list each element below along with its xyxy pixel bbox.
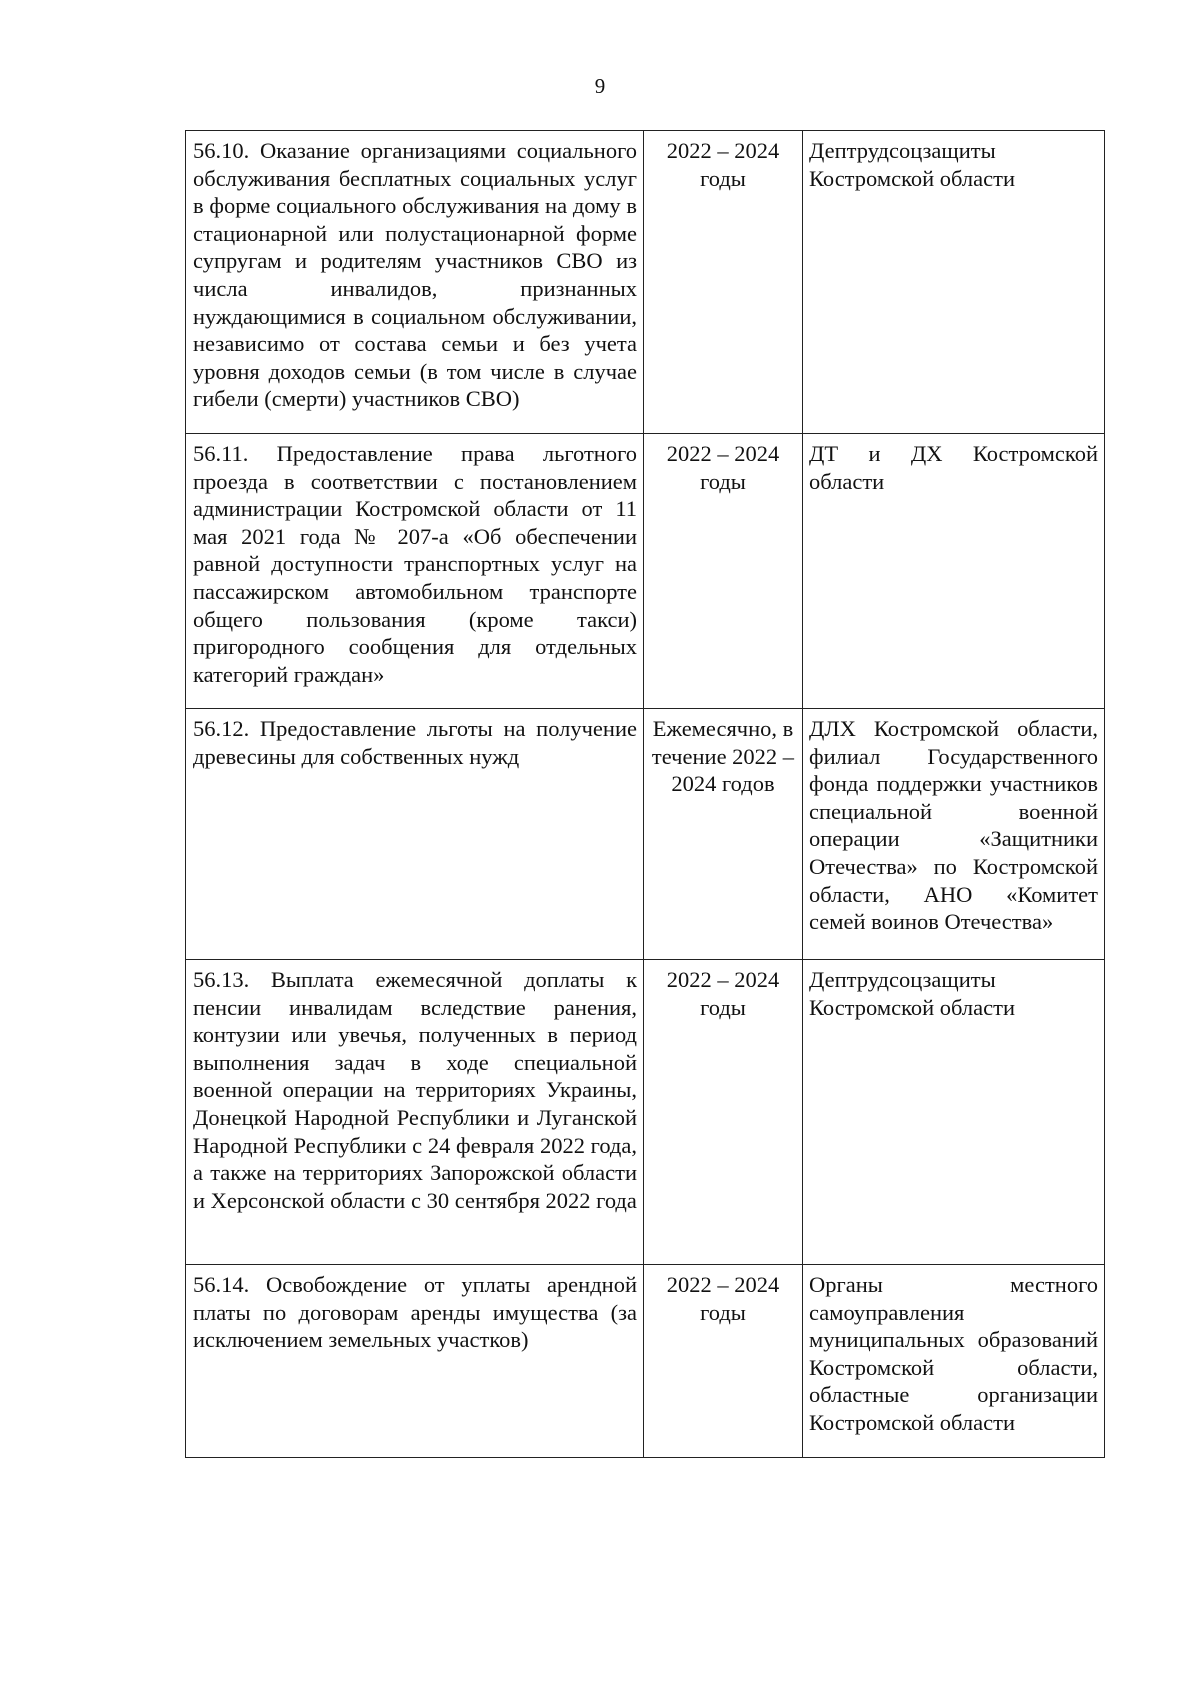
- table-row: [186, 1265, 1105, 1458]
- measure-cell: 56.10. Оказание организациями социального обслуживания бесплатных социальных услуг в форме социального обслуживания на дому в стационарной или полустационарной форме супругам и родителям участников СВО из числа инвалидов, признанных нуждающимися в социальном обслуживании, независимо от состава семьи и без учета уровня доходов семьи (в том числе в случае гибели (смерти) участников СВО): [186, 131, 644, 434]
- executor-cell: Дептрудсоцзащиты Костромской области: [803, 131, 1105, 434]
- table-row: [186, 434, 1105, 709]
- executor-cell: Органы местного самоуправления муниципальных образований Костромской области, областные организации Костромской области: [803, 1265, 1105, 1458]
- executor-cell: ДЛХ Костромской области, филиал Государственного фонда поддержки участников специальной военной операции «Защитники Отечества» по Костромской области, АНО «Комитет семей воинов Отечества»: [803, 709, 1105, 960]
- table-row: [186, 960, 1105, 1265]
- period-cell: Ежемесячно, в течение 2022 – 2024 годов: [644, 709, 803, 960]
- executor-cell: Дептрудсоцзащиты Костромской области: [803, 960, 1105, 1265]
- period-cell: 2022 – 2024 годы: [644, 960, 803, 1265]
- table-row: [186, 709, 1105, 960]
- measure-cell: 56.11. Предоставление права льготного проезда в соответствии с постановлением администрации Костромской области от 11 мая 2021 года № 207-а «Об обеспечении равной доступности транспортных услуг на пассажирском автомобильном транспорте общего пользования (кроме такси) пригородного сообщения для отдельных категорий граждан»: [186, 434, 644, 709]
- period-cell: 2022 – 2024 годы: [644, 1265, 803, 1458]
- period-cell: 2022 – 2024 годы: [644, 434, 803, 709]
- period-cell: 2022 – 2024 годы: [644, 131, 803, 434]
- measures-table: [185, 130, 1105, 1458]
- measure-cell: 56.12. Предоставление льготы на получение древесины для собственных нужд: [186, 709, 644, 960]
- measure-cell: 56.13. Выплата ежемесячной доплаты к пенсии инвалидам вследствие ранения, контузии или увечья, полученных в период выполнения задач в ходе специальной военной операции на территориях Украины, Донецкой Народной Республики и Луганской Народной Республики с 24 февраля 2022 года, а также на территориях Запорожской области и Херсонской области с 30 сентября 2022 года: [186, 960, 644, 1265]
- executor-cell: ДТ и ДХ Костромской области: [803, 434, 1105, 709]
- measure-cell: 56.14. Освобождение от уплаты арендной платы по договорам аренды имущества (за исключением земельных участков): [186, 1265, 644, 1458]
- page-number: 9: [594, 74, 606, 98]
- table-row: [186, 131, 1105, 434]
